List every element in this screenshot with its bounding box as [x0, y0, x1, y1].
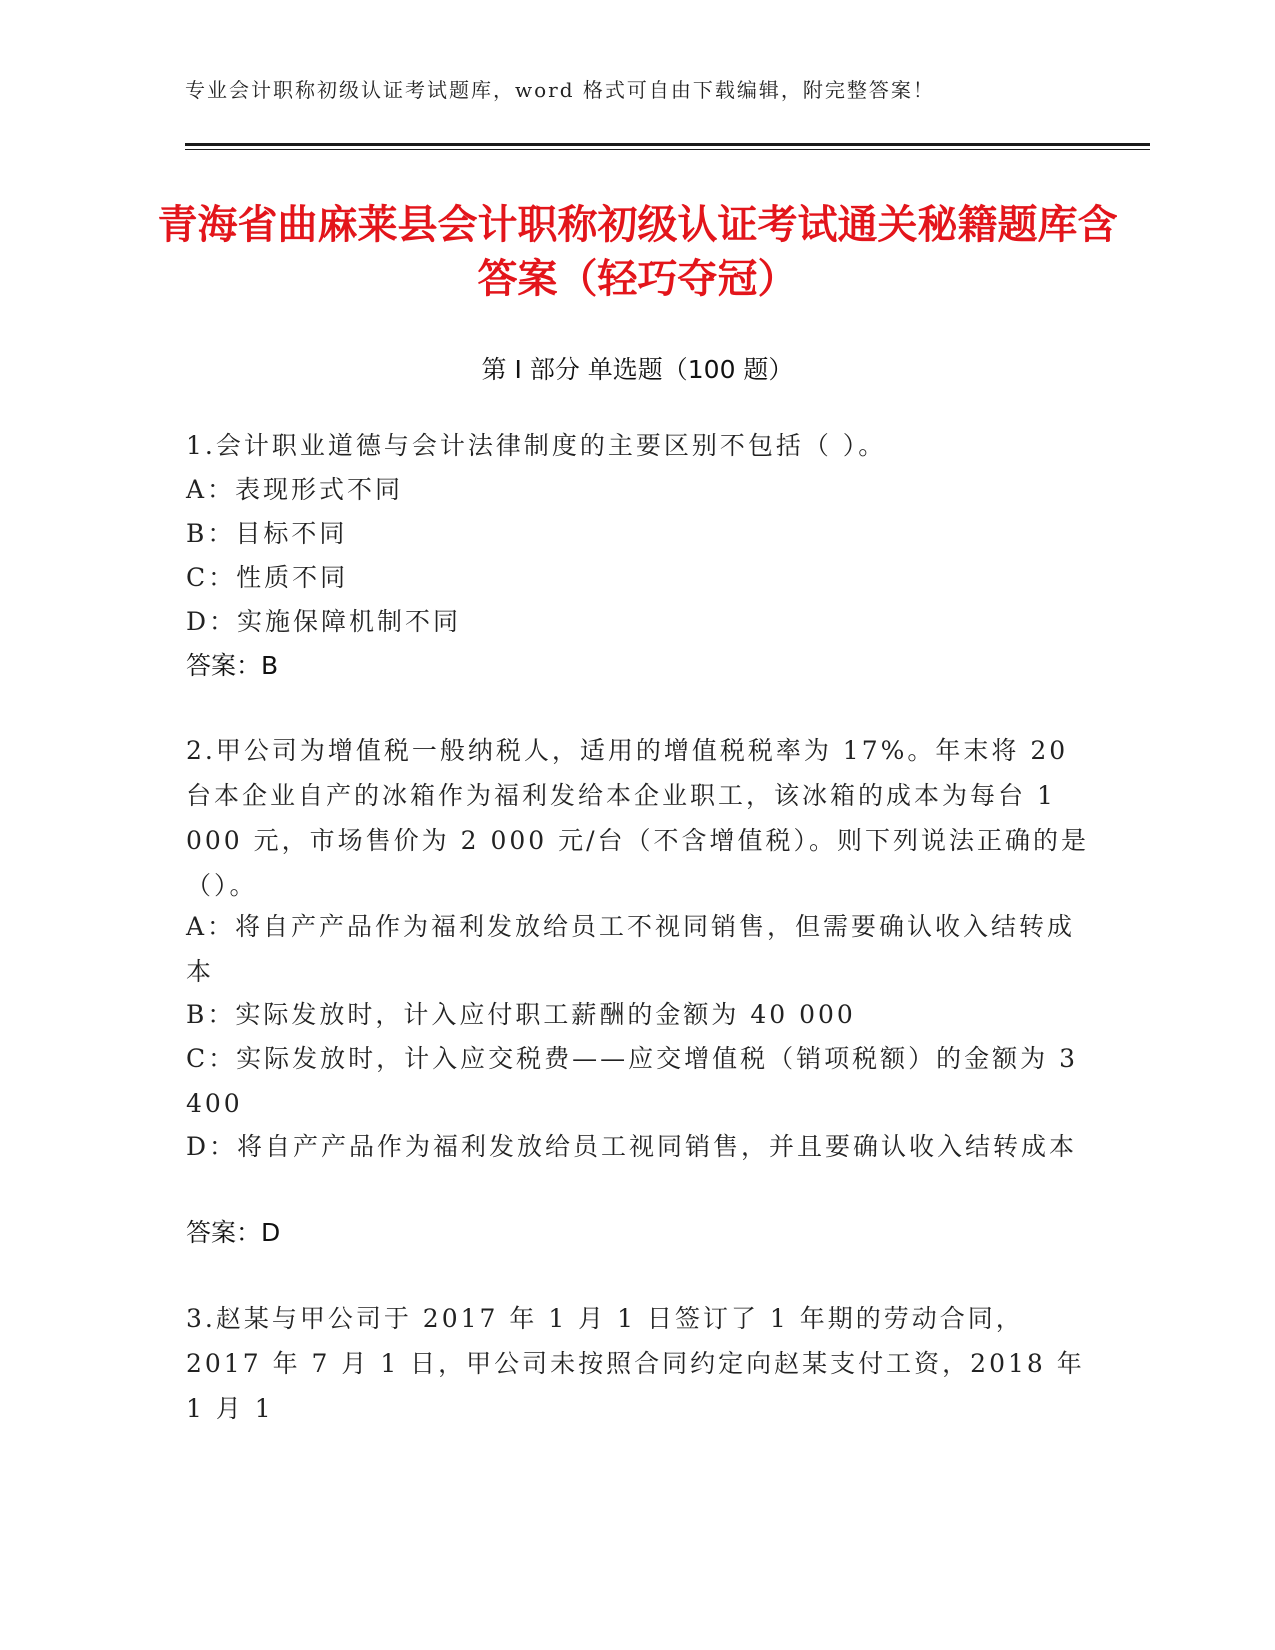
question-1-option-c: C：性质不同: [186, 563, 349, 592]
question-1-answer: 答案：B: [186, 651, 279, 680]
question-3-stem: 3.赵某与甲公司于 2017 年 1 月 1 日签订了 1 年期的劳动合同，2017 年 7 月 1 日，甲公司未按照合同约定向赵某支付工资，2018 年 1 月 1: [186, 1304, 1085, 1423]
question-1-stem: 1.会计职业道德与会计法律制度的主要区别不包括（ ）。: [186, 431, 887, 460]
question-1-option-d: D：实施保障机制不同: [186, 607, 462, 636]
question-2-option-d: D：将自产产品作为福利发放给员工视同销售，并且要确认收入结转成本: [186, 1132, 1078, 1161]
header-note: 专业会计职称初级认证考试题库，word 格式可自由下载编辑，附完整答案！: [185, 78, 935, 102]
section-heading: 第 I 部分 单选题（100 题）: [481, 355, 794, 384]
question-1-option-b: B：目标不同: [186, 519, 348, 548]
question-2-stem: 2.甲公司为增值税一般纳税人，适用的增值税税率为 17%。年末将 20 台本企业自产的冰箱作为福利发给本企业职工，该冰箱的成本为每台 1 000 元，市场售价为 2 000 元/台（不含增值税）。则下列说法正确的是（）。: [186, 736, 1090, 900]
question-1-option-a: A：表现形式不同: [186, 475, 404, 504]
question-2-option-a: A：将自产产品作为福利发放给员工不视同销售，但需要确认收入结转成本: [186, 912, 1076, 986]
document-title: 青海省曲麻莱县会计职称初级认证考试通关秘籍题库含答案（轻巧夺冠）: [157, 202, 1118, 302]
header-divider-thick: [185, 143, 1150, 146]
question-2-option-b: B：实际发放时，计入应付职工薪酬的金额为 40 000: [186, 1000, 856, 1029]
header-divider-thin: [185, 149, 1150, 150]
question-2-option-c: C：实际发放时，计入应交税费——应交增值税（销项税额）的金额为 3 400: [186, 1044, 1078, 1118]
question-2-answer: 答案：D: [186, 1218, 281, 1247]
